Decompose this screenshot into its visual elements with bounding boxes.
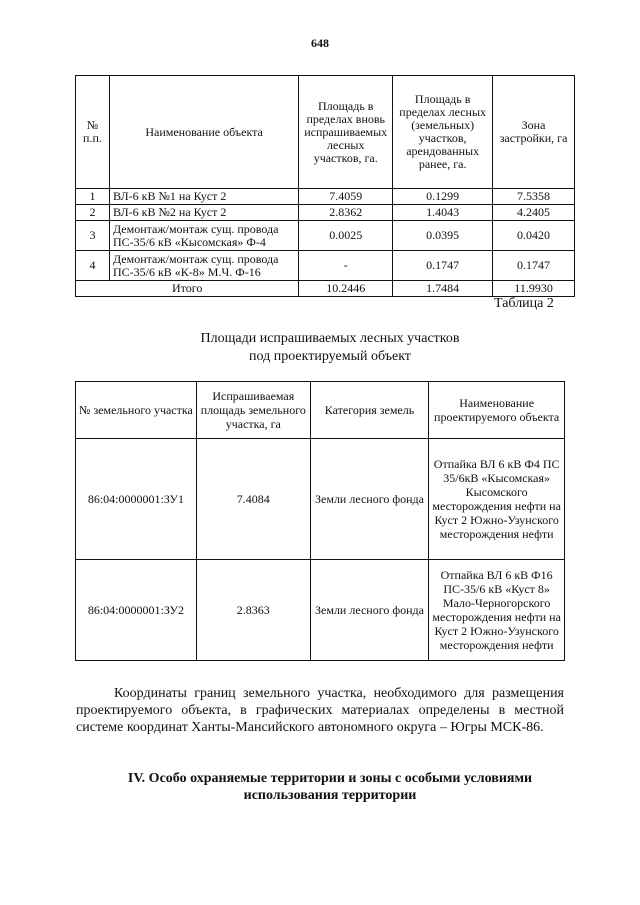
table-cell: Земли лесного фонда: [310, 439, 429, 560]
table-cell: 2.8362: [299, 205, 393, 221]
table-cell: 0.1299: [393, 189, 493, 205]
page-number: 648: [311, 36, 329, 50]
table-cell: 4.2405: [493, 205, 575, 221]
table-cell: 0.1747: [493, 251, 575, 281]
total-label: Итого: [76, 281, 299, 297]
table-2-header-land-category: Категория земель: [310, 382, 429, 439]
table-2-header-requested-area: Испрашиваемая площадь земельного участка, га: [196, 382, 310, 439]
table-cell: ВЛ-6 кВ №1 на Куст 2: [109, 189, 298, 205]
table-row: [76, 560, 565, 661]
table-cell: 0.0420: [493, 221, 575, 251]
table-cell: 7.4059: [299, 189, 393, 205]
table-row: [76, 189, 575, 205]
table-row: [76, 221, 575, 251]
table-cell: 7.5358: [493, 189, 575, 205]
table-2-label: Таблица 2: [494, 296, 554, 311]
table-2-header-plot-number: № земельного участка: [76, 382, 197, 439]
table-1-header-object: Наименование объекта: [109, 76, 298, 189]
table-2-header-row: [76, 382, 565, 439]
table-row: [76, 439, 565, 560]
table-row: [76, 251, 575, 281]
table-cell: 0.0025: [299, 221, 393, 251]
table-cell: 2: [76, 205, 110, 221]
table-1-header-number: № п.п.: [76, 76, 110, 189]
table-cell: 4: [76, 251, 110, 281]
table-cell: 0.0395: [393, 221, 493, 251]
table-cell: Земли лесного фонда: [310, 560, 429, 661]
table-cell: 3: [76, 221, 110, 251]
total-build-zone: 11.9930: [493, 281, 575, 297]
table-row: [76, 205, 575, 221]
table-cell: 0.1747: [393, 251, 493, 281]
table-cell: 1: [76, 189, 110, 205]
table-cell: 86:04:0000001:ЗУ1: [76, 439, 197, 560]
table-cell: 86:04:0000001:ЗУ2: [76, 560, 197, 661]
table-2-title: [0, 330, 640, 366]
table-cell: Отпайка ВЛ 6 кВ Ф16 ПС-35/6 кВ «Куст 8» Мало-Черногорского месторождения нефти на Куст 2 Южно-Узунского месторождения нефти: [429, 560, 565, 661]
table-cell: 1.4043: [393, 205, 493, 221]
table-1-header-leased-area: Площадь в пределах лесных (земельных) участков, арендованных ранее, га.: [393, 76, 493, 189]
table-1-total-row: [76, 281, 575, 297]
table-cell: Демонтаж/монтаж сущ. провода ПС-35/6 кВ «К-8» М.Ч. Ф-16: [109, 251, 298, 281]
table-cell: Отпайка ВЛ 6 кВ Ф4 ПС 35/6кВ «Кысомская» Кысомского месторождения нефти на Куст 2 Южно-Узунского месторождения нефти: [429, 439, 565, 560]
table-cell: 7.4084: [196, 439, 310, 560]
table-2-title-line-2: под проектируемый объект: [249, 349, 411, 364]
table-2-title-line-1: Площади испрашиваемых лесных участков: [200, 331, 460, 346]
table-1: [75, 75, 575, 297]
table-1-header-new-area: Площадь в пределах вновь испрашиваемых лесных участков, га.: [299, 76, 393, 189]
total-new-area: 10.2446: [299, 281, 393, 297]
table-2: [75, 381, 565, 661]
table-1-header-row: [76, 76, 575, 189]
table-2-header-object-name: Наименование проектируемого объекта: [429, 382, 565, 439]
table-cell: ВЛ-6 кВ №2 на Куст 2: [109, 205, 298, 221]
paragraph-text: Координаты границ земельного участка, необходимого для размещения проектируемого объекта, в графических материалах определены в местной системе координат Ханты-Мансийского автономного округа – Югры МСК-86.: [76, 686, 564, 735]
table-1-header-build-zone: Зона застройки, га: [493, 76, 575, 189]
total-leased-area: 1.7484: [393, 281, 493, 297]
table-cell: -: [299, 251, 393, 281]
section-heading: IV. Особо охраняемые территории и зоны с особыми условиями использования территории: [127, 771, 533, 803]
coordinates-paragraph: [76, 685, 564, 736]
table-cell: Демонтаж/монтаж сущ. провода ПС-35/6 кВ «Кысомская» Ф-4: [109, 221, 298, 251]
table-cell: 2.8363: [196, 560, 310, 661]
